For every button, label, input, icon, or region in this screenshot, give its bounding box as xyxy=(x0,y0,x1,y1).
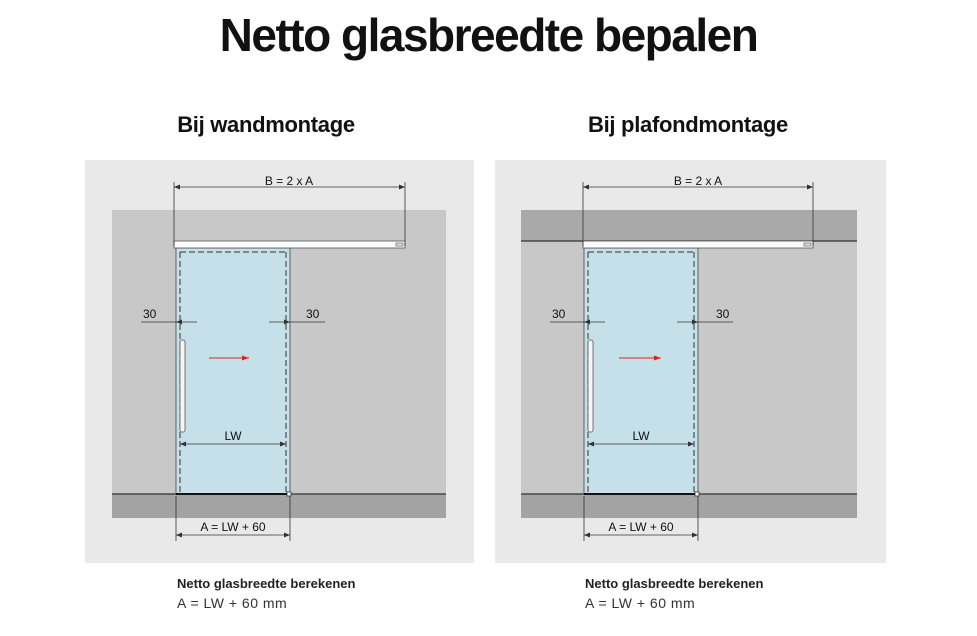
heading-wall-mount: Bij wandmontage xyxy=(177,112,355,137)
sliding-rail xyxy=(174,241,405,248)
page-title: Netto glasbreedte bepalen xyxy=(219,9,758,61)
door-handle xyxy=(588,340,593,432)
rail-width-label: B = 2 x A xyxy=(264,174,314,188)
wall-mount-diagram xyxy=(85,160,474,563)
floor xyxy=(521,494,857,518)
note-formula-ceiling: A = LW + 60 mm xyxy=(585,595,696,611)
floor-guide xyxy=(287,492,291,496)
glass-door xyxy=(584,248,698,494)
note-formula-wall: A = LW + 60 mm xyxy=(177,595,288,611)
offset-right-label: 30 xyxy=(716,307,730,321)
floor-guide xyxy=(695,492,699,496)
sliding-rail xyxy=(583,241,813,248)
door-width-label: A = LW + 60 xyxy=(200,520,266,534)
offset-left-label: 30 xyxy=(552,307,566,321)
door-handle xyxy=(180,340,185,432)
note-title-wall: Netto glasbreedte berekenen xyxy=(177,576,356,591)
heading-ceiling-mount: Bij plafondmontage xyxy=(588,112,788,137)
door-width-label: A = LW + 60 xyxy=(608,520,674,534)
ceiling-mount-diagram xyxy=(495,160,886,563)
ceiling xyxy=(521,210,857,241)
floor xyxy=(112,494,446,518)
rail-end-cap xyxy=(804,243,811,246)
offset-left-label: 30 xyxy=(143,307,157,321)
rail-width-label: B = 2 x A xyxy=(673,174,723,188)
glass-door xyxy=(176,248,290,494)
offset-right-label: 30 xyxy=(306,307,320,321)
note-title-ceiling: Netto glasbreedte berekenen xyxy=(585,576,764,591)
rail-end-cap xyxy=(396,243,403,246)
clear-width-label: LW xyxy=(224,429,242,443)
clear-width-label: LW xyxy=(632,429,650,443)
